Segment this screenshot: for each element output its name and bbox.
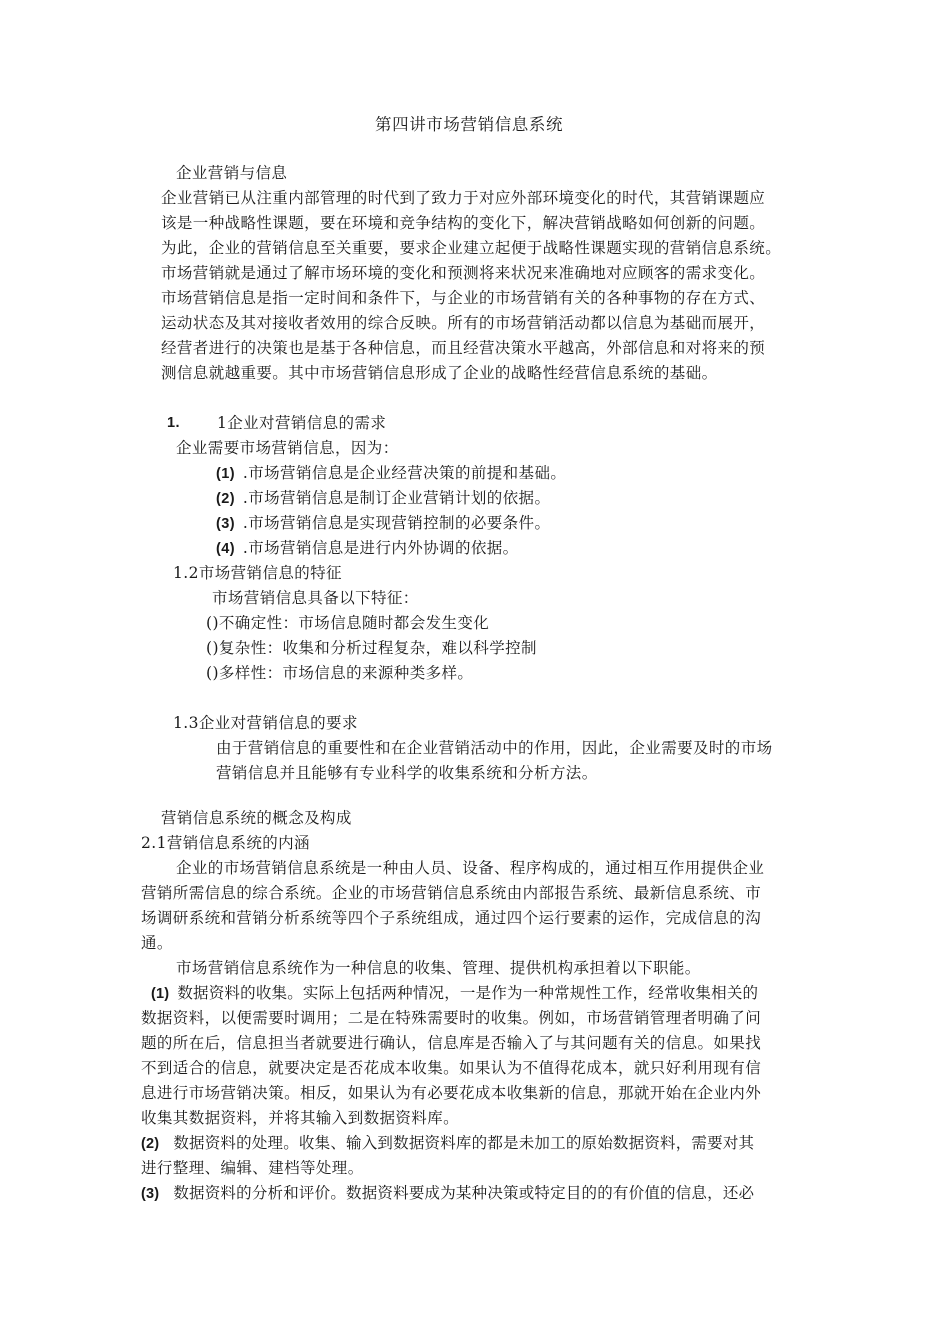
paragraph-line: 运动状态及其对接收者效用的综合反映。所有的市场营销活动都以信息为基础而展开， xyxy=(161,314,766,332)
feature-item: ()多样性：市场信息的来源种类多样。 xyxy=(206,664,474,682)
function-item-line: 息进行市场营销决策。相反，如果认为有必要花成本收集新的信息，那就开始在企业内外 xyxy=(141,1084,762,1102)
function-item-line: 不到适合的信息，就要决定是否花成本收集。如果认为不值得花成本，就只好利用现有信 xyxy=(141,1059,762,1077)
function-item-number: (3) xyxy=(141,1186,160,1202)
function-item-line: 收集其数据资料，并将其输入到数据资料库。 xyxy=(141,1109,460,1127)
function-item-text: 数据资料的收集。实际上包括两种情况，一是作为一种常规性工作，经常收集相关的 xyxy=(177,984,759,1002)
section1-heading: 企业营销与信息 xyxy=(176,164,288,182)
page-title: 第四讲市场营销信息系统 xyxy=(375,115,564,134)
subsection-1-2-intro: 市场营销信息具备以下特征： xyxy=(212,589,419,607)
list-item-number: (2) xyxy=(216,491,235,507)
function-item-line: 数据资料，以便需要时调用；二是在特殊需要时的收集。例如，市场营销管理者明确了问 xyxy=(141,1009,762,1027)
function-item-first-line xyxy=(141,1133,754,1154)
list-item xyxy=(216,488,550,509)
function-item-text: 数据资料的分析和评价。数据资料要成为某种决策或特定目的的有价值的信息，还必 xyxy=(173,1184,755,1202)
subsection-1-3-line: 由于营销信息的重要性和在企业营销活动中的作用，因此，企业需要及时的市场 xyxy=(216,739,773,757)
list-item-number: (1) xyxy=(216,466,235,482)
list-item-text: .市场营销信息是实现营销控制的必要条件。 xyxy=(242,514,551,532)
subsection-1-3-line: 营销信息并且能够有专业科学的收集系统和分析方法。 xyxy=(216,764,598,782)
paragraph-line: 企业营销已从注重内部管理的时代到了致力于对应外部环境变化的时代，其营销课题应 xyxy=(161,189,766,207)
list-item xyxy=(216,513,550,534)
list-item-number: (3) xyxy=(216,516,235,532)
function-item-first-line xyxy=(151,983,758,1004)
paragraph-line: 通。 xyxy=(141,934,173,952)
feature-item: ()复杂性：收集和分析过程复杂，难以科学控制 xyxy=(206,639,537,657)
paragraph-line: 市场营销信息是指一定时间和条件下，与企业的市场营销有关的各种事物的存在方式、 xyxy=(161,289,766,307)
paragraph-line: 测信息就越重要。其中市场营销信息形成了企业的战略性经营信息系统的基础。 xyxy=(161,364,718,382)
paragraph-line: 为此，企业的营销信息至关重要，要求企业建立起便于战略性课题实现的营销信息系统。 xyxy=(161,239,782,257)
list-item-number: (4) xyxy=(216,541,235,557)
list-item xyxy=(216,463,566,484)
function-item-first-line xyxy=(141,1183,754,1204)
function-item-number: (1) xyxy=(151,986,170,1002)
list-item xyxy=(216,538,519,559)
list-item-text: .市场营销信息是进行内外协调的依据。 xyxy=(242,539,519,557)
section2-heading: 营销信息系统的概念及构成 xyxy=(161,809,352,827)
paragraph-line: 该是一种战略性课题，要在环境和竞争结构的变化下，解决营销战略如何创新的问题。 xyxy=(161,214,766,232)
paragraph-line: 营销所需信息的综合系统。企业的市场营销信息系统由内部报告系统、最新信息系统、市 xyxy=(141,884,762,902)
subsection-2-1-heading: 2.1营销信息系统的内涵 xyxy=(141,834,310,852)
subsection-1-1-heading: 1企业对营销信息的需求 xyxy=(217,414,387,432)
subsection-1-1-number: 1. xyxy=(167,415,180,431)
function-item-number: (2) xyxy=(141,1136,160,1152)
subsection-1-2-heading: 1.2市场营销信息的特征 xyxy=(173,564,342,582)
functions-intro: 市场营销信息系统作为一种信息的收集、管理、提供机构承担着以下职能。 xyxy=(176,959,701,977)
paragraph-line: 企业的市场营销信息系统是一种由人员、设备、程序构成的，通过相互作用提供企业 xyxy=(176,859,765,877)
function-item-line: 进行整理、编辑、建档等处理。 xyxy=(141,1159,364,1177)
subsection-1-3-heading: 1.3企业对营销信息的要求 xyxy=(173,714,358,732)
list-item-text: .市场营销信息是制订企业营销计划的依据。 xyxy=(242,489,551,507)
function-item-text: 数据资料的处理。收集、输入到数据资料库的都是未加工的原始数据资料，需要对其 xyxy=(173,1134,755,1152)
subsection-1-1-intro: 企业需要市场营销信息，因为： xyxy=(176,439,399,457)
paragraph-line: 市场营销就是通过了解市场环境的变化和预测将来状况来准确地对应顾客的需求变化。 xyxy=(161,264,766,282)
paragraph-line: 经营者进行的决策也是基于各种信息，而且经营决策水平越高，外部信息和对将来的预 xyxy=(161,339,766,357)
paragraph-line: 场调研系统和营销分析系统等四个子系统组成，通过四个运行要素的运作，完成信息的沟 xyxy=(141,909,762,927)
list-item-text: .市场营销信息是企业经营决策的前提和基础。 xyxy=(242,464,567,482)
feature-item: ()不确定性：市场信息随时都会发生变化 xyxy=(206,614,490,632)
function-item-line: 题的所在后，信息担当者就要进行确认，信息库是否输入了与其问题有关的信息。如果找 xyxy=(141,1034,762,1052)
